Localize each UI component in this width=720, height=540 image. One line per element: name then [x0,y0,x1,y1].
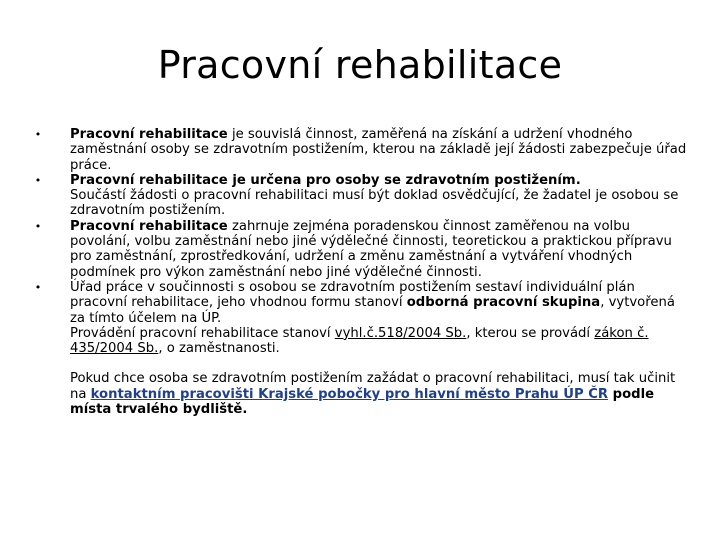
bullet-text: zahrnuje zejména poradenskou činnost zaměřenou na volbu povolání, volbu zaměstnání nebo jiné výdělečné činnosti, teoretickou a praktickou přípravu pro zaměstnání, zprostředkování, udržení a změnu zaměstnání a vytváření vhodných podmínek pro výkon zaměstnání nebo jiné výdělečné činnosti. [70,218,672,280]
bullet-item-3 [32,219,692,280]
bullet-item-4 [32,280,692,356]
bullet-text: . [575,172,581,188]
bullet-item-2 [32,173,692,219]
footer-text-bold: podle místa trvalého bydliště. [70,386,655,418]
footer-paragraph [32,371,692,417]
bullet-text-bold: je určena pro osoby se [227,172,406,188]
term-bold: Pracovní rehabilitace [70,218,228,234]
slide-content [32,127,692,417]
footer-text: Pokud chce osoba se zdravotním postižením zažádat o pracovní rehabilitaci, musí tak učinit na [70,371,676,402]
spacer [32,356,692,371]
decree-link[interactable]: vyhl.č.518/2004 Sb. [334,325,467,341]
term-bold: odborná pracovní skupina [406,295,601,311]
slide-title: Pracovní rehabilitace [157,43,563,87]
term-bold: Pracovní rehabilitace [70,127,228,142]
term-bold: zdravotním postižením [405,172,576,188]
bullet-icon: • [34,128,42,141]
bullet-icon: • [34,219,42,233]
bullet-text: , kterou se provádí [466,325,595,341]
bullet-item-1 [32,127,692,173]
bullet-text: , o zaměstnanosti. [158,341,280,357]
bullet-text: Provádění pracovní rehabilitace stanoví [70,325,335,341]
bullet-text: je souvislá činnost, zaměřená na získání a udržení vhodného zaměstnání osoby se zdravotním postižením, kterou na základě její žádosti zabezpečuje úřad práce. [70,127,687,173]
bullet-text: Součástí žádosti o pracovní rehabilitaci musí být doklad osvědčující, že žadatel je osobou se zdravotním postižením. [70,188,679,219]
bullet-text: , vytvořená za tímto účelem na ÚP. [70,295,675,326]
bullet-text: Úřad práce v součinnosti s osobou se zdravotním postižením sestaví individuální plán pracovní rehabilitace, jeho vhodnou formu stanoví [70,279,635,311]
law-link[interactable]: zákon č. 435/2004 Sb. [70,325,649,357]
contact-office-link[interactable]: kontaktním pracovišti Krajské pobočky pro hlavní město Prahu ÚP ČR [90,386,609,402]
term-bold: Pracovní rehabilitace [70,172,228,188]
bullet-icon: • [34,173,42,187]
bullet-icon: • [34,280,42,294]
